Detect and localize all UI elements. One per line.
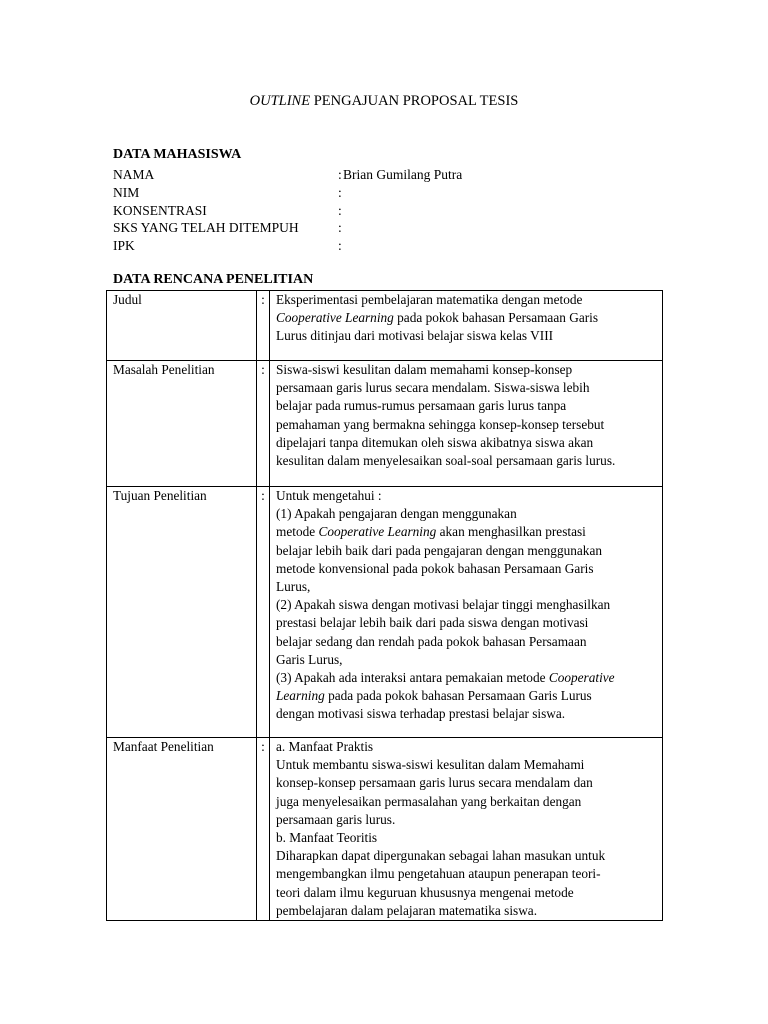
text-segment: Siswa-siswi kesulitan dalam memahami konsep-konsep (276, 362, 573, 377)
plan-colon: : (257, 487, 270, 738)
text-line (276, 505, 658, 523)
text-line (276, 487, 658, 505)
text-line (276, 379, 658, 397)
text-line (276, 705, 658, 723)
info-label: IPK (113, 238, 135, 254)
info-colon: : (338, 167, 342, 182)
italic-term: Cooperative (548, 670, 615, 686)
text-segment: a. Manfaat Praktis (276, 739, 374, 754)
research-plan-table (106, 290, 663, 921)
text-segment: dengan motivasi siswa terhadap prestasi belajar siswa. (276, 706, 566, 722)
info-colon: : (338, 184, 342, 200)
text-segment: juga menyelesaikan permasalahan yang berkaitan dengan (276, 793, 582, 809)
title-rest: PENGAJUAN PROPOSAL TESIS (310, 93, 519, 109)
plan-label: Manfaat Penelitian (107, 738, 257, 921)
text-segment: (2) Apakah siswa dengan motivasi belajar tinggi menghasilkan (276, 597, 611, 613)
plan-value (270, 361, 663, 487)
text-line (276, 651, 658, 669)
text-line (276, 847, 658, 865)
text-line (276, 687, 658, 705)
text-segment: Lurus, (276, 579, 311, 595)
text-line (276, 829, 658, 847)
info-row (113, 237, 462, 255)
text-line (276, 614, 658, 632)
section-heading-rencana: DATA RENCANA PENELITIAN (113, 272, 314, 287)
text-segment: pada pada pokok bahasan Persamaan Garis Lurus (324, 688, 592, 704)
text-segment: (1) Apakah pengajaran dengan menggunakan (276, 506, 517, 522)
section-heading-mahasiswa: DATA MAHASISWA (113, 147, 242, 162)
info-colon: : (338, 238, 342, 254)
text-segment: konsep-konsep persamaan garis lurus secara mendalam dan (276, 775, 593, 791)
info-value (343, 184, 462, 202)
text-line (276, 452, 658, 470)
plan-label: Judul (107, 291, 257, 361)
text-line (276, 523, 658, 541)
text-line (276, 756, 658, 774)
info-label: SKS YANG TELAH DITEMPUH (113, 220, 299, 236)
text-line (276, 669, 658, 687)
text-segment: Diharapkan dapat dipergunakan sebagai lahan masukan untuk (276, 848, 606, 864)
info-colon: : (338, 220, 342, 236)
text-segment: b. Manfaat Teoritis (276, 830, 378, 846)
text-segment: Untuk membantu siswa-siswi kesulitan dalam Memahami (276, 757, 585, 773)
info-value: Brian Gumilang Putra (343, 167, 463, 182)
text-segment: belajar pada rumus-rumus persamaan garis lurus tanpa (276, 398, 567, 414)
text-line (276, 327, 658, 345)
text-line (276, 865, 658, 883)
plan-row-masalah (107, 361, 663, 487)
plan-value (270, 291, 663, 361)
plan-value (270, 487, 663, 738)
text-segment: mengembangkan ilmu pengetahuan ataupun penerapan teori- (276, 866, 601, 882)
text-segment: Untuk mengetahui : (276, 488, 382, 503)
student-info (113, 166, 462, 255)
text-segment: metode konvensional pada pokok bahasan Persamaan Garis (276, 560, 594, 576)
text-line (276, 633, 658, 651)
title-italic: OUTLINE (249, 93, 311, 109)
text-segment: belajar lebih baik dari pada pengajaran dengan menggunakan (276, 542, 603, 558)
text-line (276, 884, 658, 902)
text-segment: Lurus ditinjau dari motivasi belajar siswa kelas VIII (276, 328, 554, 344)
text-segment: akan menghasilkan prestasi (436, 524, 586, 540)
text-segment: belajar sedang dan rendah pada pokok bahasan Persamaan (276, 633, 587, 649)
plan-label: Tujuan Penelitian (107, 487, 257, 738)
text-segment: metode (276, 524, 319, 540)
text-line (276, 578, 658, 596)
text-line (276, 291, 658, 309)
text-segment: kesulitan dalam menyelesaikan soal-soal persamaan garis lurus. (276, 453, 616, 469)
text-segment: teori dalam ilmu keguruan khususnya mengenai metode (276, 884, 574, 900)
text-line (276, 793, 658, 811)
text-segment: dipelajari tanpa ditemukan oleh siswa akibatnya siswa akan (276, 434, 594, 450)
info-row (113, 184, 462, 202)
text-segment: pembelajaran dalam pelajaran matematika siswa. (276, 902, 538, 918)
info-label: NAMA (113, 167, 155, 182)
text-line (276, 902, 658, 920)
text-line (276, 434, 658, 452)
info-value (343, 237, 462, 255)
text-segment: persamaan garis lurus secara mendalam. Siswa-siswa lebih (276, 380, 590, 396)
info-value (343, 219, 462, 237)
text-line (276, 560, 658, 578)
text-segment: pada pokok bahasan Persamaan Garis (393, 310, 599, 326)
info-row (113, 166, 462, 184)
text-segment: prestasi belajar lebih baik dari pada siswa dengan motivasi (276, 615, 589, 631)
text-line (276, 361, 658, 379)
info-label: KONSENTRASI (113, 202, 207, 218)
text-line (276, 596, 658, 614)
text-line (276, 811, 658, 829)
info-value (343, 202, 462, 220)
text-line (276, 738, 658, 756)
document-title (0, 93, 768, 110)
text-line (276, 416, 658, 434)
plan-colon: : (257, 291, 270, 361)
info-row (113, 202, 462, 220)
plan-colon: : (257, 361, 270, 487)
plan-row-manfaat (107, 738, 663, 921)
plan-row-judul (107, 291, 663, 361)
text-segment: Eksperimentasi pembelajaran matematika dengan metode (276, 292, 583, 307)
plan-value (270, 738, 663, 921)
text-line (276, 309, 658, 327)
text-segment: (3) Apakah ada interaksi antara pemakaian metode (276, 670, 549, 686)
text-line (276, 542, 658, 560)
text-line (276, 397, 658, 415)
italic-term: Learning (276, 688, 325, 704)
italic-term: Cooperative Learning (318, 524, 437, 540)
plan-colon: : (257, 738, 270, 921)
info-row (113, 219, 462, 237)
text-segment: persamaan garis lurus. (276, 811, 396, 827)
italic-term: Cooperative Learning (276, 310, 394, 326)
text-segment: pemahaman yang bermakna sehingga konsep-konsep tersebut (276, 416, 605, 432)
text-line (276, 774, 658, 792)
plan-label: Masalah Penelitian (107, 361, 257, 487)
text-segment: Garis Lurus, (276, 651, 343, 667)
plan-row-tujuan (107, 487, 663, 738)
info-colon: : (338, 202, 342, 218)
info-label: NIM (113, 184, 140, 200)
